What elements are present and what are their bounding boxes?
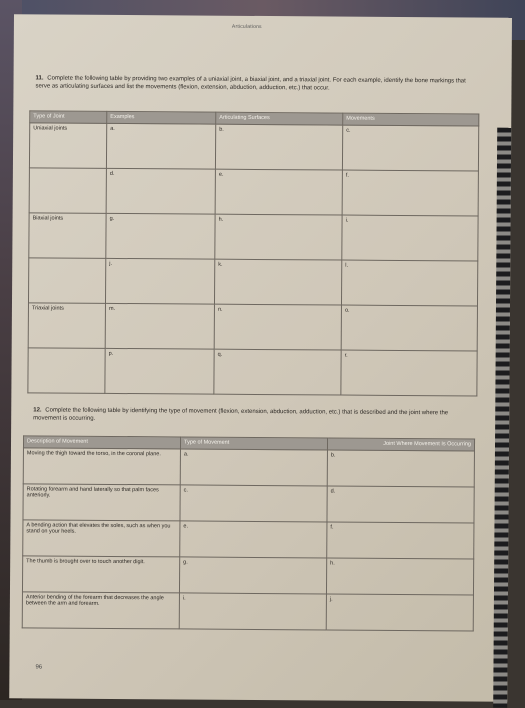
table-row — [22, 556, 473, 595]
table-row — [29, 168, 478, 216]
table-row — [23, 520, 474, 559]
answer-label: i. — [345, 217, 349, 224]
answer-label: j. — [329, 596, 333, 603]
answer-cell[interactable] — [179, 557, 326, 594]
answer-label: i. — [182, 595, 186, 602]
table-row — [28, 258, 477, 306]
answer-label: l. — [345, 262, 349, 269]
answer-cell[interactable] — [214, 259, 341, 305]
col-header-type: Type of Joint — [30, 111, 107, 124]
table-row — [29, 123, 478, 171]
answer-cell[interactable] — [341, 305, 477, 351]
answer-label: p. — [108, 350, 114, 357]
answer-cell[interactable] — [215, 124, 342, 170]
answer-label: g. — [109, 215, 115, 222]
col-header-examples: Examples — [107, 111, 216, 124]
running-head: Articulations — [231, 23, 262, 30]
movement-description: A bending action that elevates the soles, such as when you stand on your heels. — [23, 520, 180, 557]
row-label: Uniaxial joints — [29, 123, 106, 169]
answer-cell[interactable] — [326, 594, 473, 631]
answer-cell[interactable] — [327, 486, 474, 523]
answer-cell[interactable] — [180, 485, 327, 522]
movement-description: Rotating forearm and hand laterally so that palm faces anteriorly. — [23, 484, 180, 521]
answer-cell[interactable] — [342, 215, 478, 261]
answer-label: m. — [108, 305, 116, 312]
answer-cell[interactable] — [326, 558, 473, 595]
answer-cell[interactable] — [105, 348, 214, 394]
answer-cell[interactable] — [342, 125, 478, 171]
row-label — [28, 348, 105, 394]
joints-table — [27, 110, 479, 396]
question-12-number: 12. — [33, 407, 42, 414]
answer-label: h. — [218, 216, 224, 223]
answer-label: d. — [330, 488, 336, 495]
answer-label: r. — [344, 352, 348, 359]
question-11-number: 11. — [35, 75, 44, 82]
table-row — [23, 484, 474, 523]
answer-cell[interactable] — [180, 521, 327, 558]
answer-cell[interactable] — [215, 214, 342, 260]
answer-label: c. — [346, 127, 351, 134]
row-label: Triaxial joints — [28, 303, 105, 349]
table-row — [28, 348, 477, 396]
answer-cell[interactable] — [179, 593, 326, 630]
answer-cell[interactable] — [341, 260, 477, 306]
answer-label: e. — [183, 523, 189, 530]
table-row — [23, 448, 474, 487]
answer-cell[interactable] — [327, 522, 474, 559]
answer-label: o. — [344, 307, 350, 314]
answer-cell[interactable] — [106, 123, 215, 169]
question-11 — [35, 74, 475, 93]
answer-label: n. — [217, 306, 223, 313]
col-header-movement-type: Type of Movement — [180, 437, 327, 450]
table-row — [22, 592, 473, 631]
question-11-text: Complete the following table by providing two examples of a uniaxial joint, a biaxial joint, and a triaxial joint. For each example, identify the bone markings that serve as articulating surfaces and list the movements (flexion, extension, abduction, adduction, etc.) that occur. — [35, 75, 466, 92]
answer-cell[interactable] — [180, 449, 327, 486]
worksheet-page — [9, 14, 512, 701]
answer-cell[interactable] — [215, 169, 342, 215]
answer-label: c. — [183, 487, 188, 494]
answer-label: h. — [330, 560, 335, 567]
movement-description: Anterior bending of the forearm that decreases the angle between the arm and forearm. — [22, 592, 179, 629]
col-header-joint: Joint Where Movement Is Occurring — [327, 438, 474, 451]
answer-label: f. — [345, 172, 349, 179]
answer-label: b. — [219, 126, 224, 133]
movement-table — [22, 435, 475, 631]
question-12-text: Complete the following table by identifying the type of movement (flexion, extension, abduction, adduction, etc.) that is described and the joint where the movement is occurring. — [33, 407, 449, 422]
answer-label: f. — [330, 524, 334, 531]
table-row — [28, 303, 477, 351]
answer-cell[interactable] — [327, 450, 474, 487]
answer-label: e. — [218, 171, 224, 178]
col-header-surfaces: Articulating Surfaces — [216, 112, 343, 125]
spiral-binding — [493, 128, 511, 708]
answer-cell[interactable] — [105, 303, 214, 349]
answer-label: j. — [109, 260, 113, 267]
table-row — [29, 213, 478, 261]
row-label: Biaxial joints — [29, 213, 106, 259]
answer-label: a. — [183, 451, 189, 458]
answer-label: d. — [109, 170, 115, 177]
col-header-movements: Movements — [343, 113, 479, 126]
answer-cell[interactable] — [106, 213, 215, 259]
answer-label: q. — [217, 351, 223, 358]
answer-label: k. — [218, 261, 223, 268]
question-12 — [33, 406, 473, 425]
movement-description: Moving the thigh toward the torso, in the coronal plane. — [23, 448, 180, 485]
answer-cell[interactable] — [342, 170, 478, 216]
movement-description: The thumb is brought over to touch another digit. — [22, 556, 179, 593]
row-label — [28, 258, 105, 304]
answer-label: a. — [110, 125, 115, 132]
answer-cell[interactable] — [341, 350, 477, 396]
answer-cell[interactable] — [105, 258, 214, 304]
answer-cell[interactable] — [214, 304, 341, 350]
page-number: 96 — [35, 664, 43, 671]
row-label — [29, 168, 106, 214]
col-header-description: Description of Movement — [23, 436, 180, 449]
answer-cell[interactable] — [106, 168, 215, 214]
answer-label: g. — [183, 559, 188, 566]
answer-cell[interactable] — [214, 349, 341, 395]
answer-label: b. — [330, 452, 336, 459]
